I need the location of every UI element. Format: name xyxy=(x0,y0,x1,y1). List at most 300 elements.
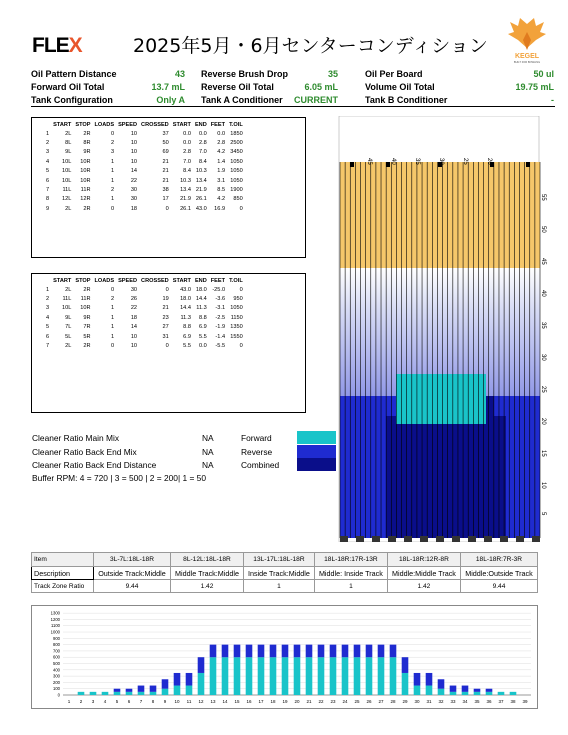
reverse-table-cell: 11.3 xyxy=(180,314,191,321)
forward-table-header: END xyxy=(194,122,207,128)
forward-table-cell: 13.4 xyxy=(180,187,191,194)
lane-side-label: 50 xyxy=(540,226,546,233)
zone-ratio: 1 xyxy=(244,580,315,593)
reverse-table-cell: 30 xyxy=(130,286,138,293)
chart-bar-forward xyxy=(258,657,265,695)
forward-table-cell: 7 xyxy=(46,187,50,194)
chart-bar-forward xyxy=(126,692,133,695)
reverse-table-cell: 10 xyxy=(130,343,138,350)
lane-wood-section xyxy=(340,162,540,268)
chart-bar-forward xyxy=(330,657,337,695)
lane-top-label: 45 xyxy=(366,158,372,165)
chart-x-tick-label: 13 xyxy=(210,699,216,704)
chart-y-tick-label: 1100 xyxy=(50,623,60,629)
forward-table-cell: 8.4 xyxy=(198,158,207,165)
chart-x-tick-label: 36 xyxy=(486,699,492,704)
zone-ratio: 9.44 xyxy=(94,580,171,593)
legend-combined-swatch xyxy=(297,458,339,471)
reverse-table-cell: 27 xyxy=(162,324,169,331)
lane-side-label: 15 xyxy=(540,450,546,457)
logo-text: FLE xyxy=(32,34,69,57)
forward-table-cell: 3450 xyxy=(230,149,243,156)
chart-y-tick-label: 1200 xyxy=(50,616,60,622)
brand-tagline: BUILT FOR BOWLING xyxy=(513,61,541,64)
zone-description: Middle:Outside Track xyxy=(460,567,537,580)
page-title: 2025年5月・6月センターコンディション xyxy=(133,35,488,57)
chart-bar-reverse xyxy=(270,645,277,658)
reverse-table-cell: 2R xyxy=(83,343,91,350)
lane-gutter-marker xyxy=(388,536,396,542)
chart-bar-reverse xyxy=(234,645,241,658)
reverse-table-cell: 2L xyxy=(65,286,72,293)
logo-x: X xyxy=(68,34,82,57)
lane-gutter-marker xyxy=(532,536,540,542)
reverse-table-cell: 10L xyxy=(62,305,72,312)
forward-table-cell: 3 xyxy=(110,149,115,156)
tank-configuration-label: Tank Configuration xyxy=(31,95,113,105)
forward-table-header xyxy=(44,121,51,129)
reverse-table-cell: 5R xyxy=(83,333,91,340)
reverse-table-cell: 6 xyxy=(46,333,50,340)
reverse-table-cell: 11L xyxy=(62,296,72,303)
reverse-table-header: FEET xyxy=(210,278,226,284)
reverse-table-cell: 6.9 xyxy=(198,324,207,331)
lane-gutter-marker xyxy=(372,536,380,542)
chart-y-tick-label: 500 xyxy=(53,661,60,667)
zone-header: 13L-17L:18L-18R xyxy=(244,553,315,567)
chart-bar-reverse xyxy=(306,645,313,658)
zone-header: 18L-18R:17R-13R xyxy=(314,553,387,567)
lane-side-label: 20 xyxy=(540,418,546,425)
chart-bar-reverse xyxy=(366,645,373,658)
lane-gutter-marker xyxy=(468,536,476,542)
chart-x-tick-label: 6 xyxy=(127,699,131,704)
forward-table-cell: 21.9 xyxy=(195,187,207,194)
forward-table-cell: 21 xyxy=(162,158,169,165)
forward-table-cell: 8 xyxy=(46,196,50,203)
forward-table-header: CROSSED xyxy=(141,122,169,128)
reverse-table-cell: 18.0 xyxy=(180,296,191,303)
chart-x-tick-label: 3 xyxy=(91,699,95,704)
chart-y-tick-label: 300 xyxy=(53,673,60,679)
forward-table-cell: 2L xyxy=(65,205,72,212)
forward-table-cell: 13.4 xyxy=(195,177,207,184)
lane-top-label: 20 xyxy=(486,158,492,165)
forward-table-cell: 26.1 xyxy=(180,205,191,212)
reverse-table-cell: 0 xyxy=(239,286,243,293)
forward-table-cell: 8R xyxy=(83,140,91,147)
oil-per-board-label: Oil Per Board xyxy=(365,69,423,79)
chart-x-tick-label: 24 xyxy=(342,699,348,704)
chart-bar-reverse xyxy=(126,689,133,692)
chart-bar-reverse xyxy=(282,645,289,658)
chart-bar-reverse xyxy=(414,673,421,686)
chart-bar-forward xyxy=(378,657,385,695)
lane-dot-marker xyxy=(350,162,354,167)
reverse-table-header: LOADS xyxy=(94,278,115,284)
forward-table-cell: 1 xyxy=(110,196,115,203)
reverse-table-cell: 4 xyxy=(46,314,50,321)
reverse-table-cell: 7R xyxy=(83,324,91,331)
chart-bar-reverse xyxy=(210,645,217,658)
chart-x-tick-label: 29 xyxy=(402,699,408,704)
forward-table-header: SPEED xyxy=(118,122,138,128)
chart-bar-forward xyxy=(426,686,433,695)
forward-table-cell: 10.3 xyxy=(180,177,191,184)
lane-gutter-marker xyxy=(500,536,508,542)
reverse-table-header: CROSSED xyxy=(141,278,169,284)
forward-table-cell: 1.4 xyxy=(217,158,226,165)
reverse-table-cell: 1 xyxy=(110,305,115,312)
chart-y-tick-label: 400 xyxy=(53,667,60,673)
forward-table-header: START xyxy=(53,122,72,128)
forward-table-cell: 10 xyxy=(130,158,138,165)
chart-bar-reverse xyxy=(474,689,481,692)
cleaner-back-end-mix-label: Cleaner Ratio Back End Mix xyxy=(32,447,137,457)
forward-table-cell: 2R xyxy=(83,205,91,212)
lane-gutter-marker xyxy=(340,536,348,542)
chart-bar-forward xyxy=(90,692,97,695)
reverse-table-cell: -1.4 xyxy=(215,333,226,340)
lane-top-label: 35 xyxy=(414,158,420,165)
reverse-table-cell: -3.1 xyxy=(215,305,226,312)
forward-table xyxy=(44,121,245,214)
chart-x-tick-label: 4 xyxy=(103,699,107,704)
chart-x-tick-label: 17 xyxy=(258,699,264,704)
lane-side-label: 40 xyxy=(540,290,546,297)
volume-oil-total-value: 19.75 mL xyxy=(515,82,554,92)
chart-bar-reverse xyxy=(390,645,397,658)
lane-gutter-marker xyxy=(436,536,444,542)
forward-table-cell: 37 xyxy=(162,130,169,137)
zone-ratio: 1.42 xyxy=(170,580,243,593)
forward-table-cell: 21.9 xyxy=(180,196,191,203)
reverse-table-cell: 26 xyxy=(130,296,138,303)
reverse-table-cell: 5 xyxy=(46,324,50,331)
forward-table-cell: 3.1 xyxy=(217,177,226,184)
forward-table-cell: 9 xyxy=(46,205,50,212)
chart-y-tick-label: 200 xyxy=(53,679,60,685)
forward-table-row xyxy=(44,176,245,185)
lane-side-label: 30 xyxy=(540,354,546,361)
chart-x-tick-label: 15 xyxy=(234,699,240,704)
reverse-table-cell: 1 xyxy=(46,286,50,293)
chart-x-tick-label: 32 xyxy=(438,699,444,704)
forward-oil-total-value: 13.7 mL xyxy=(151,82,185,92)
forward-table-cell: 26.1 xyxy=(195,196,207,203)
chart-bar-reverse xyxy=(438,679,445,688)
lane-forward-area xyxy=(396,374,486,424)
chart-y-tick-label: 700 xyxy=(53,648,60,654)
lane-side-label: 25 xyxy=(540,386,546,393)
chart-bar-forward xyxy=(474,692,481,695)
kegel-bird-icon xyxy=(506,18,548,64)
legend-forward-swatch xyxy=(297,431,339,444)
forward-table-cell: 9L xyxy=(65,149,72,156)
chart-bar-forward xyxy=(366,657,373,695)
reverse-table-cell: 2L xyxy=(65,343,72,350)
chart-bar-reverse xyxy=(354,645,361,658)
zone-ratio: 9.44 xyxy=(460,580,537,593)
forward-table-cell: 10.3 xyxy=(195,168,207,175)
reverse-table-header: SPEED xyxy=(118,278,138,284)
reverse-table-row xyxy=(44,304,245,313)
reverse-table-row xyxy=(44,341,245,350)
chart-bar-forward xyxy=(450,692,457,695)
forward-table-cell: 1050 xyxy=(230,158,243,165)
lane-side-label: 55 xyxy=(540,194,546,201)
forward-table-cell: 0.0 xyxy=(217,130,226,137)
cleaner-back-end-distance-label: Cleaner Ratio Back End Distance xyxy=(32,460,157,470)
reverse-table-cell: 0 xyxy=(239,343,243,350)
chart-x-tick-label: 25 xyxy=(354,699,360,704)
chart-bar-forward xyxy=(198,673,205,695)
forward-table-row xyxy=(44,185,245,194)
forward-table-cell: 1 xyxy=(110,158,115,165)
zone-description: Middle Track:Middle xyxy=(170,567,243,580)
forward-table-header: STOP xyxy=(75,122,91,128)
chart-x-tick-label: 8 xyxy=(151,699,155,704)
reverse-table-cell: 1 xyxy=(110,333,115,340)
reverse-table-header: T.OIL xyxy=(229,278,243,284)
forward-table-cell: 2 xyxy=(110,187,115,194)
forward-table-cell: 1050 xyxy=(230,177,243,184)
chart-bar-forward xyxy=(78,692,85,695)
reverse-table-cell: 1050 xyxy=(230,305,243,312)
lane-top-label: 30 xyxy=(438,158,444,165)
oil-pattern-distance-value: 43 xyxy=(174,69,185,79)
lane-side-label: 10 xyxy=(540,482,546,489)
chart-bar-forward xyxy=(486,692,493,695)
forward-table-cell: 0 xyxy=(239,205,243,212)
chart-bar-forward xyxy=(402,673,409,695)
lane-side-label: 45 xyxy=(540,258,546,265)
chart-bar-forward xyxy=(174,686,181,695)
reverse-table-cell: 2R xyxy=(83,286,91,293)
chart-bar-reverse xyxy=(186,673,193,686)
legend-combined-label: Combined xyxy=(241,460,280,470)
tank-b-conditioner-value: - xyxy=(551,95,554,105)
chart-bar-forward xyxy=(306,657,313,695)
forward-table-cell: 8L xyxy=(65,140,72,147)
forward-table-header: T.OIL xyxy=(229,122,243,128)
legend-forward-label: Forward xyxy=(241,433,272,443)
chart-bar-reverse xyxy=(162,679,169,688)
forward-table-cell: 4.2 xyxy=(217,149,226,156)
forward-table-cell: 8.5 xyxy=(217,187,226,194)
forward-table-cell: 43.0 xyxy=(195,205,207,212)
chart-x-tick-label: 16 xyxy=(246,699,252,704)
reverse-table-cell: 18 xyxy=(130,314,138,321)
forward-table-cell: 0.0 xyxy=(183,140,191,147)
lane-side-label: 35 xyxy=(540,322,546,329)
chart-bar-reverse xyxy=(330,645,337,658)
reverse-table-cell: 11.3 xyxy=(196,305,207,312)
reverse-table-cell: 7L xyxy=(65,324,72,331)
chart-y-tick-label: 900 xyxy=(53,635,60,641)
chart-x-tick-label: 35 xyxy=(474,699,480,704)
chart-bar-forward xyxy=(186,686,193,695)
forward-table-cell: 18 xyxy=(130,205,138,212)
forward-table-cell: 1 xyxy=(110,168,115,175)
chart-x-tick-label: 26 xyxy=(366,699,372,704)
chart-y-tick-label: 600 xyxy=(53,654,60,660)
lane-dot-marker xyxy=(526,162,530,167)
reverse-table-cell: 10R xyxy=(80,305,91,312)
forward-table-cell: 22 xyxy=(130,177,138,184)
forward-table-cell: 30 xyxy=(130,187,138,194)
chart-bar-forward xyxy=(162,689,169,695)
forward-table-row xyxy=(44,204,245,213)
lane-gutter-marker xyxy=(404,536,412,542)
zone-header: 3L-7L:18L-18R xyxy=(94,553,171,567)
zone-description: Inside Track:Middle xyxy=(244,567,315,580)
reverse-table-cell: 2 xyxy=(110,296,115,303)
reverse-table-cell: 5.5 xyxy=(198,333,207,340)
reverse-table-cell: 5.5 xyxy=(183,343,191,350)
chart-x-tick-label: 33 xyxy=(450,699,456,704)
chart-x-tick-label: 1 xyxy=(67,699,71,704)
chart-x-tick-label: 9 xyxy=(163,699,167,704)
lane-top-label: 25 xyxy=(462,158,468,165)
lane-gutter-marker xyxy=(356,536,364,542)
forward-table-header: START xyxy=(172,122,191,128)
forward-table-cell: 8.4 xyxy=(183,168,191,175)
reverse-table-cell: 43.0 xyxy=(180,286,191,293)
reverse-table-cell: -25.0 xyxy=(212,286,226,293)
chart-bar-forward xyxy=(498,692,505,695)
chart-bar-reverse xyxy=(114,689,121,692)
reverse-table-cell: 9L xyxy=(65,314,72,321)
reverse-brush-drop-value: 35 xyxy=(327,69,338,79)
forward-table-cell: 2.8 xyxy=(217,140,226,147)
tank-b-conditioner-label: Tank B Conditioner xyxy=(365,95,448,105)
forward-table-cell: 10L xyxy=(62,177,72,184)
reverse-table-cell: -2.5 xyxy=(215,314,226,321)
reverse-table-cell: 8.8 xyxy=(183,324,191,331)
zone-description-label: Description xyxy=(32,567,94,580)
chart-bar-forward xyxy=(114,692,121,695)
forward-table-cell: 12L xyxy=(62,196,72,203)
reverse-table-row xyxy=(44,285,245,294)
reverse-table-cell: 2 xyxy=(46,296,50,303)
oil-pattern-distance-label: Oil Pattern Distance xyxy=(31,69,117,79)
forward-table-cell: 1050 xyxy=(230,168,243,175)
chart-bar-forward xyxy=(438,689,445,695)
chart-bar-forward xyxy=(270,657,277,695)
reverse-table-cell: 1550 xyxy=(230,333,243,340)
reverse-table-cell: 3 xyxy=(46,305,50,312)
chart-x-tick-label: 2 xyxy=(79,699,83,704)
forward-table-cell: 16.9 xyxy=(214,205,226,212)
oil-per-board-value: 50 ul xyxy=(533,69,554,79)
forward-table-row xyxy=(44,138,245,147)
forward-table-cell: 4.2 xyxy=(217,196,226,203)
legend-reverse-swatch xyxy=(297,445,339,458)
forward-table-cell: 10R xyxy=(80,158,91,165)
reverse-table-cell: 0 xyxy=(110,286,115,293)
forward-table-cell: 9R xyxy=(83,149,91,156)
chart-x-tick-label: 39 xyxy=(522,699,528,704)
chart-y-tick-label: 100 xyxy=(53,686,60,692)
tank-a-conditioner-value: CURRENT xyxy=(294,95,338,105)
forward-table-cell: 850 xyxy=(233,196,243,203)
chart-bar-forward xyxy=(210,657,217,695)
reverse-brush-drop-label: Reverse Brush Drop xyxy=(201,69,289,79)
lane-side-label: 5 xyxy=(540,512,546,516)
zone-item-label: Item xyxy=(32,553,94,567)
chart-bar-forward xyxy=(246,657,253,695)
chart-bar-forward xyxy=(294,657,301,695)
chart-x-tick-label: 34 xyxy=(462,699,468,704)
reverse-table-cell: 21 xyxy=(162,305,169,312)
forward-table-cell: 10L xyxy=(62,168,72,175)
reverse-table-cell: -1.9 xyxy=(215,324,226,331)
forward-table-header: LOADS xyxy=(94,122,115,128)
cleaner-back-end-mix-value: NA xyxy=(202,447,214,457)
forward-table-cell: 1 xyxy=(110,177,115,184)
chart-bar-reverse xyxy=(486,689,493,692)
forward-table-cell: 7.0 xyxy=(198,149,207,156)
reverse-table-header: START xyxy=(53,278,72,284)
reverse-oil-total-label: Reverse Oil Total xyxy=(201,82,274,92)
lane-gutter-marker xyxy=(420,536,428,542)
tank-a-conditioner-label: Tank A Conditioner xyxy=(201,95,283,105)
chart-bar-reverse xyxy=(378,645,385,658)
chart-x-tick-label: 31 xyxy=(426,699,432,704)
chart-bar-reverse xyxy=(198,657,205,673)
chart-bar-reverse xyxy=(450,686,457,692)
lane-dot-marker xyxy=(386,162,390,167)
reverse-table-cell: 14 xyxy=(130,324,138,331)
zone-description: Middle: Inside Track xyxy=(314,567,387,580)
reverse-table-cell: 23 xyxy=(162,314,169,321)
forward-table-cell: 12R xyxy=(80,196,91,203)
reverse-table-cell: 31 xyxy=(162,333,169,340)
reverse-table-cell: 1 xyxy=(110,314,115,321)
forward-table-cell: 38 xyxy=(162,187,169,194)
reverse-table-cell: 950 xyxy=(233,296,243,303)
forward-table-cell: 1850 xyxy=(230,130,243,137)
forward-table-cell: 0 xyxy=(110,205,115,212)
lane-gutter-marker xyxy=(516,536,524,542)
forward-table-cell: 7.0 xyxy=(183,158,191,165)
reverse-table-header: START xyxy=(172,278,191,284)
chart-x-tick-label: 21 xyxy=(306,699,312,704)
volume-oil-total-label: Volume Oil Total xyxy=(365,82,435,92)
reverse-table-cell: -5.5 xyxy=(215,343,226,350)
forward-table-row xyxy=(44,167,245,176)
chart-x-tick-label: 28 xyxy=(390,699,396,704)
reverse-table-header xyxy=(44,277,51,285)
forward-table-cell: 11R xyxy=(80,187,91,194)
forward-table-cell: 1900 xyxy=(230,187,243,194)
reverse-table-cell: 19 xyxy=(162,296,169,303)
forward-table-row xyxy=(44,129,245,138)
kegel-logo xyxy=(506,18,548,64)
forward-table-row xyxy=(44,157,245,166)
forward-table-cell: 10R xyxy=(80,177,91,184)
reverse-table-cell: 1150 xyxy=(230,314,243,321)
chart-bar-forward xyxy=(102,692,109,695)
forward-table-box xyxy=(31,117,306,258)
lane-gutter-marker xyxy=(452,536,460,542)
forward-oil-total-label: Forward Oil Total xyxy=(31,82,105,92)
flex-logo xyxy=(32,34,82,58)
forward-table-cell: 2L xyxy=(65,130,72,137)
zone-description: Middle:Middle Track xyxy=(387,567,460,580)
chart-x-tick-label: 18 xyxy=(270,699,276,704)
